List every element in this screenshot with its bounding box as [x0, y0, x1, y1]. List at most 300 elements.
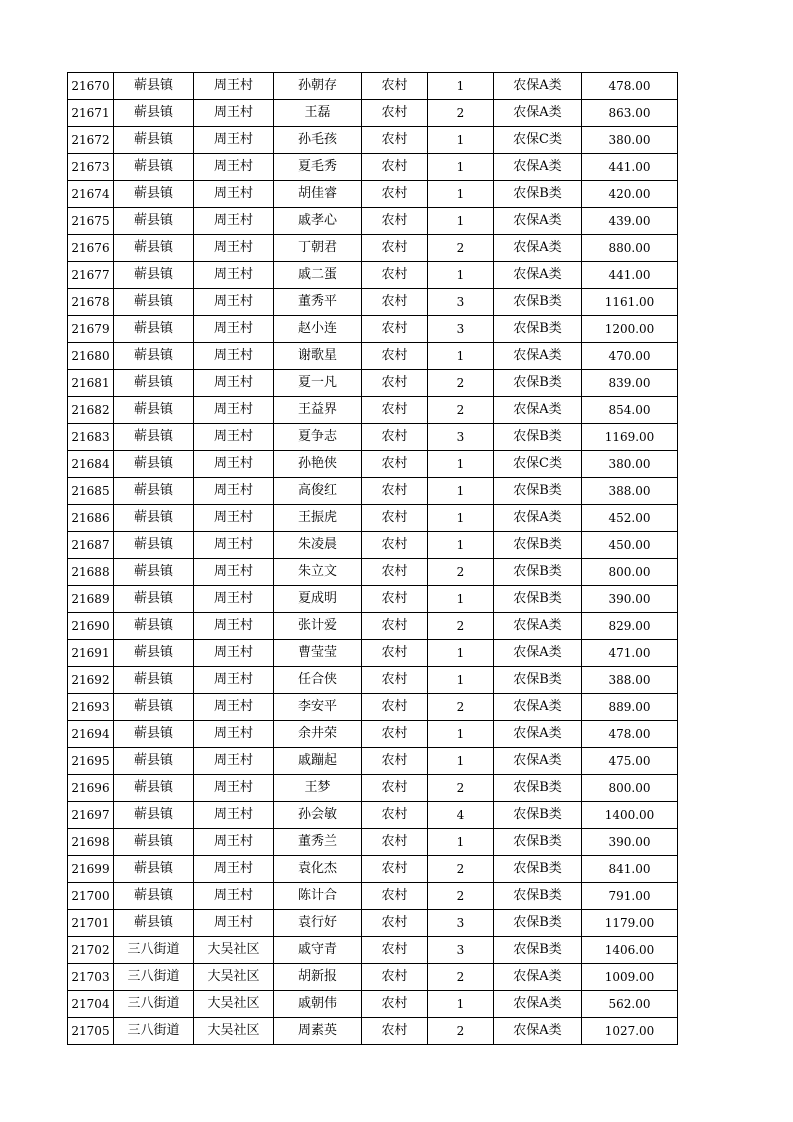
town-cell: 蕲县镇: [114, 451, 194, 478]
area-type-cell: 农村: [362, 964, 428, 991]
household-size-cell: 1: [428, 262, 494, 289]
village-cell: 大吴社区: [194, 991, 274, 1018]
town-cell: 蕲县镇: [114, 829, 194, 856]
village-cell: 大吴社区: [194, 964, 274, 991]
amount-cell: 380.00: [582, 127, 678, 154]
category-cell: 农保A类: [494, 964, 582, 991]
category-cell: 农保B类: [494, 586, 582, 613]
household-size-cell: 2: [428, 964, 494, 991]
record-id-cell: 21670: [68, 73, 114, 100]
village-cell: 周王村: [194, 640, 274, 667]
table-row: [68, 559, 678, 586]
amount-cell: 450.00: [582, 532, 678, 559]
category-cell: 农保A类: [494, 100, 582, 127]
town-cell: 蕲县镇: [114, 505, 194, 532]
name-cell: 袁化杰: [274, 856, 362, 883]
area-type-cell: 农村: [362, 73, 428, 100]
records-table-body: [68, 73, 678, 1045]
household-size-cell: 2: [428, 613, 494, 640]
record-id-cell: 21677: [68, 262, 114, 289]
area-type-cell: 农村: [362, 829, 428, 856]
area-type-cell: 农村: [362, 640, 428, 667]
area-type-cell: 农村: [362, 802, 428, 829]
area-type-cell: 农村: [362, 316, 428, 343]
name-cell: 朱立文: [274, 559, 362, 586]
record-id-cell: 21705: [68, 1018, 114, 1045]
household-size-cell: 3: [428, 937, 494, 964]
town-cell: 三八街道: [114, 964, 194, 991]
household-size-cell: 1: [428, 181, 494, 208]
area-type-cell: 农村: [362, 856, 428, 883]
town-cell: 蕲县镇: [114, 424, 194, 451]
record-id-cell: 21698: [68, 829, 114, 856]
household-size-cell: 3: [428, 289, 494, 316]
area-type-cell: 农村: [362, 748, 428, 775]
table-row: [68, 613, 678, 640]
household-size-cell: 1: [428, 667, 494, 694]
table-row: [68, 640, 678, 667]
area-type-cell: 农村: [362, 100, 428, 127]
amount-cell: 1161.00: [582, 289, 678, 316]
village-cell: 周王村: [194, 586, 274, 613]
household-size-cell: 2: [428, 559, 494, 586]
area-type-cell: 农村: [362, 532, 428, 559]
household-size-cell: 1: [428, 532, 494, 559]
town-cell: 蕲县镇: [114, 802, 194, 829]
household-size-cell: 2: [428, 694, 494, 721]
record-id-cell: 21700: [68, 883, 114, 910]
record-id-cell: 21685: [68, 478, 114, 505]
village-cell: 周王村: [194, 532, 274, 559]
area-type-cell: 农村: [362, 397, 428, 424]
name-cell: 袁行好: [274, 910, 362, 937]
town-cell: 蕲县镇: [114, 478, 194, 505]
amount-cell: 889.00: [582, 694, 678, 721]
town-cell: 蕲县镇: [114, 235, 194, 262]
name-cell: 夏毛秀: [274, 154, 362, 181]
town-cell: 蕲县镇: [114, 154, 194, 181]
table-row: [68, 424, 678, 451]
name-cell: 戚蹦起: [274, 748, 362, 775]
name-cell: 夏成明: [274, 586, 362, 613]
amount-cell: 471.00: [582, 640, 678, 667]
category-cell: 农保A类: [494, 343, 582, 370]
record-id-cell: 21695: [68, 748, 114, 775]
area-type-cell: 农村: [362, 694, 428, 721]
name-cell: 周素英: [274, 1018, 362, 1045]
household-size-cell: 1: [428, 829, 494, 856]
town-cell: 蕲县镇: [114, 127, 194, 154]
amount-cell: 863.00: [582, 100, 678, 127]
name-cell: 李安平: [274, 694, 362, 721]
village-cell: 周王村: [194, 667, 274, 694]
village-cell: 周王村: [194, 910, 274, 937]
record-id-cell: 21686: [68, 505, 114, 532]
town-cell: 蕲县镇: [114, 559, 194, 586]
table-row: [68, 208, 678, 235]
area-type-cell: 农村: [362, 721, 428, 748]
record-id-cell: 21689: [68, 586, 114, 613]
town-cell: 蕲县镇: [114, 316, 194, 343]
name-cell: 朱凌晨: [274, 532, 362, 559]
town-cell: 蕲县镇: [114, 721, 194, 748]
household-size-cell: 2: [428, 856, 494, 883]
table-row: [68, 181, 678, 208]
category-cell: 农保B类: [494, 856, 582, 883]
table-row: [68, 370, 678, 397]
category-cell: 农保B类: [494, 181, 582, 208]
name-cell: 丁朝君: [274, 235, 362, 262]
name-cell: 谢歌星: [274, 343, 362, 370]
record-id-cell: 21676: [68, 235, 114, 262]
household-size-cell: 1: [428, 586, 494, 613]
category-cell: 农保B类: [494, 370, 582, 397]
category-cell: 农保A类: [494, 991, 582, 1018]
record-id-cell: 21671: [68, 100, 114, 127]
category-cell: 农保A类: [494, 73, 582, 100]
town-cell: 蕲县镇: [114, 343, 194, 370]
name-cell: 王振虎: [274, 505, 362, 532]
household-size-cell: 2: [428, 775, 494, 802]
town-cell: 三八街道: [114, 1018, 194, 1045]
household-size-cell: 1: [428, 478, 494, 505]
town-cell: 蕲县镇: [114, 397, 194, 424]
amount-cell: 1200.00: [582, 316, 678, 343]
town-cell: 蕲县镇: [114, 262, 194, 289]
village-cell: 周王村: [194, 397, 274, 424]
village-cell: 周王村: [194, 775, 274, 802]
table-row: [68, 289, 678, 316]
household-size-cell: 1: [428, 73, 494, 100]
amount-cell: 854.00: [582, 397, 678, 424]
village-cell: 周王村: [194, 262, 274, 289]
category-cell: 农保B类: [494, 775, 582, 802]
area-type-cell: 农村: [362, 1018, 428, 1045]
record-id-cell: 21691: [68, 640, 114, 667]
amount-cell: 475.00: [582, 748, 678, 775]
name-cell: 孙朝存: [274, 73, 362, 100]
category-cell: 农保B类: [494, 667, 582, 694]
area-type-cell: 农村: [362, 208, 428, 235]
name-cell: 任合侠: [274, 667, 362, 694]
record-id-cell: 21703: [68, 964, 114, 991]
name-cell: 胡新报: [274, 964, 362, 991]
area-type-cell: 农村: [362, 937, 428, 964]
name-cell: 戚二蛋: [274, 262, 362, 289]
amount-cell: 791.00: [582, 883, 678, 910]
category-cell: 农保A类: [494, 208, 582, 235]
household-size-cell: 2: [428, 1018, 494, 1045]
category-cell: 农保C类: [494, 451, 582, 478]
name-cell: 赵小连: [274, 316, 362, 343]
town-cell: 蕲县镇: [114, 73, 194, 100]
record-id-cell: 21679: [68, 316, 114, 343]
category-cell: 农保B类: [494, 289, 582, 316]
village-cell: 周王村: [194, 559, 274, 586]
amount-cell: 452.00: [582, 505, 678, 532]
amount-cell: 562.00: [582, 991, 678, 1018]
table-row: [68, 694, 678, 721]
table-row: [68, 532, 678, 559]
town-cell: 蕲县镇: [114, 289, 194, 316]
table-row: [68, 667, 678, 694]
amount-cell: 390.00: [582, 586, 678, 613]
village-cell: 周王村: [194, 370, 274, 397]
area-type-cell: 农村: [362, 127, 428, 154]
amount-cell: 420.00: [582, 181, 678, 208]
area-type-cell: 农村: [362, 910, 428, 937]
household-size-cell: 1: [428, 451, 494, 478]
record-id-cell: 21693: [68, 694, 114, 721]
record-id-cell: 21704: [68, 991, 114, 1018]
record-id-cell: 21692: [68, 667, 114, 694]
village-cell: 周王村: [194, 343, 274, 370]
household-size-cell: 3: [428, 316, 494, 343]
town-cell: 蕲县镇: [114, 910, 194, 937]
area-type-cell: 农村: [362, 154, 428, 181]
amount-cell: 439.00: [582, 208, 678, 235]
record-id-cell: 21690: [68, 613, 114, 640]
records-table: [67, 72, 678, 1045]
name-cell: 夏一凡: [274, 370, 362, 397]
amount-cell: 380.00: [582, 451, 678, 478]
name-cell: 曹莹莹: [274, 640, 362, 667]
household-size-cell: 3: [428, 910, 494, 937]
name-cell: 戚守青: [274, 937, 362, 964]
table-row: [68, 100, 678, 127]
household-size-cell: 1: [428, 505, 494, 532]
village-cell: 周王村: [194, 289, 274, 316]
household-size-cell: 1: [428, 127, 494, 154]
village-cell: 周王村: [194, 181, 274, 208]
area-type-cell: 农村: [362, 613, 428, 640]
category-cell: 农保A类: [494, 235, 582, 262]
name-cell: 余井荣: [274, 721, 362, 748]
category-cell: 农保A类: [494, 748, 582, 775]
amount-cell: 800.00: [582, 775, 678, 802]
amount-cell: 841.00: [582, 856, 678, 883]
household-size-cell: 1: [428, 991, 494, 1018]
record-id-cell: 21673: [68, 154, 114, 181]
table-row: [68, 505, 678, 532]
table-row: [68, 991, 678, 1018]
record-id-cell: 21684: [68, 451, 114, 478]
amount-cell: 800.00: [582, 559, 678, 586]
name-cell: 戚朝伟: [274, 991, 362, 1018]
name-cell: 戚孝心: [274, 208, 362, 235]
town-cell: 三八街道: [114, 937, 194, 964]
village-cell: 周王村: [194, 127, 274, 154]
record-id-cell: 21672: [68, 127, 114, 154]
town-cell: 蕲县镇: [114, 532, 194, 559]
village-cell: 周王村: [194, 316, 274, 343]
household-size-cell: 4: [428, 802, 494, 829]
table-row: [68, 1018, 678, 1045]
name-cell: 胡佳睿: [274, 181, 362, 208]
table-row: [68, 883, 678, 910]
record-id-cell: 21681: [68, 370, 114, 397]
town-cell: 蕲县镇: [114, 694, 194, 721]
area-type-cell: 农村: [362, 424, 428, 451]
village-cell: 周王村: [194, 613, 274, 640]
category-cell: 农保B类: [494, 532, 582, 559]
village-cell: 周王村: [194, 748, 274, 775]
name-cell: 董秀平: [274, 289, 362, 316]
name-cell: 王梦: [274, 775, 362, 802]
area-type-cell: 农村: [362, 262, 428, 289]
village-cell: 周王村: [194, 721, 274, 748]
category-cell: 农保B类: [494, 910, 582, 937]
table-row: [68, 478, 678, 505]
table-row: [68, 262, 678, 289]
record-id-cell: 21675: [68, 208, 114, 235]
household-size-cell: 1: [428, 640, 494, 667]
area-type-cell: 农村: [362, 289, 428, 316]
household-size-cell: 2: [428, 100, 494, 127]
table-row: [68, 397, 678, 424]
table-row: [68, 451, 678, 478]
area-type-cell: 农村: [362, 991, 428, 1018]
household-size-cell: 3: [428, 424, 494, 451]
amount-cell: 470.00: [582, 343, 678, 370]
amount-cell: 1179.00: [582, 910, 678, 937]
record-id-cell: 21701: [68, 910, 114, 937]
household-size-cell: 2: [428, 370, 494, 397]
table-row: [68, 910, 678, 937]
village-cell: 周王村: [194, 154, 274, 181]
category-cell: 农保B类: [494, 316, 582, 343]
amount-cell: 839.00: [582, 370, 678, 397]
area-type-cell: 农村: [362, 478, 428, 505]
record-id-cell: 21674: [68, 181, 114, 208]
record-id-cell: 21688: [68, 559, 114, 586]
category-cell: 农保A类: [494, 262, 582, 289]
village-cell: 周王村: [194, 505, 274, 532]
record-id-cell: 21694: [68, 721, 114, 748]
name-cell: 张计爱: [274, 613, 362, 640]
record-id-cell: 21683: [68, 424, 114, 451]
household-size-cell: 1: [428, 748, 494, 775]
area-type-cell: 农村: [362, 505, 428, 532]
name-cell: 陈计合: [274, 883, 362, 910]
table-row: [68, 154, 678, 181]
area-type-cell: 农村: [362, 667, 428, 694]
town-cell: 蕲县镇: [114, 181, 194, 208]
town-cell: 蕲县镇: [114, 208, 194, 235]
village-cell: 周王村: [194, 883, 274, 910]
household-size-cell: 2: [428, 883, 494, 910]
category-cell: 农保B类: [494, 883, 582, 910]
record-id-cell: 21702: [68, 937, 114, 964]
village-cell: 周王村: [194, 856, 274, 883]
table-row: [68, 856, 678, 883]
village-cell: 周王村: [194, 100, 274, 127]
record-id-cell: 21682: [68, 397, 114, 424]
category-cell: 农保B类: [494, 559, 582, 586]
table-row: [68, 343, 678, 370]
village-cell: 周王村: [194, 694, 274, 721]
amount-cell: 478.00: [582, 721, 678, 748]
town-cell: 蕲县镇: [114, 748, 194, 775]
area-type-cell: 农村: [362, 775, 428, 802]
amount-cell: 1169.00: [582, 424, 678, 451]
town-cell: 蕲县镇: [114, 586, 194, 613]
category-cell: 农保A类: [494, 694, 582, 721]
area-type-cell: 农村: [362, 586, 428, 613]
table-row: [68, 964, 678, 991]
amount-cell: 1406.00: [582, 937, 678, 964]
town-cell: 蕲县镇: [114, 100, 194, 127]
category-cell: 农保B类: [494, 424, 582, 451]
village-cell: 周王村: [194, 802, 274, 829]
table-row: [68, 748, 678, 775]
category-cell: 农保A类: [494, 721, 582, 748]
name-cell: 孙会敏: [274, 802, 362, 829]
record-id-cell: 21687: [68, 532, 114, 559]
household-size-cell: 1: [428, 343, 494, 370]
category-cell: 农保A类: [494, 640, 582, 667]
name-cell: 王益界: [274, 397, 362, 424]
village-cell: 大吴社区: [194, 1018, 274, 1045]
household-size-cell: 2: [428, 235, 494, 262]
amount-cell: 478.00: [582, 73, 678, 100]
category-cell: 农保A类: [494, 397, 582, 424]
household-size-cell: 1: [428, 721, 494, 748]
town-cell: 蕲县镇: [114, 775, 194, 802]
table-row: [68, 775, 678, 802]
household-size-cell: 2: [428, 397, 494, 424]
village-cell: 周王村: [194, 235, 274, 262]
record-id-cell: 21678: [68, 289, 114, 316]
town-cell: 蕲县镇: [114, 640, 194, 667]
village-cell: 大吴社区: [194, 937, 274, 964]
village-cell: 周王村: [194, 829, 274, 856]
amount-cell: 390.00: [582, 829, 678, 856]
table-row: [68, 802, 678, 829]
town-cell: 三八街道: [114, 991, 194, 1018]
town-cell: 蕲县镇: [114, 667, 194, 694]
table-row: [68, 235, 678, 262]
name-cell: 夏争志: [274, 424, 362, 451]
record-id-cell: 21697: [68, 802, 114, 829]
amount-cell: 880.00: [582, 235, 678, 262]
village-cell: 周王村: [194, 208, 274, 235]
record-id-cell: 21696: [68, 775, 114, 802]
category-cell: 农保C类: [494, 127, 582, 154]
area-type-cell: 农村: [362, 343, 428, 370]
category-cell: 农保A类: [494, 154, 582, 181]
household-size-cell: 1: [428, 154, 494, 181]
amount-cell: 1027.00: [582, 1018, 678, 1045]
table-row: [68, 73, 678, 100]
amount-cell: 829.00: [582, 613, 678, 640]
category-cell: 农保A类: [494, 613, 582, 640]
name-cell: 孙毛孩: [274, 127, 362, 154]
table-row: [68, 721, 678, 748]
name-cell: 孙艳侠: [274, 451, 362, 478]
table-row: [68, 829, 678, 856]
area-type-cell: 农村: [362, 559, 428, 586]
record-id-cell: 21680: [68, 343, 114, 370]
village-cell: 周王村: [194, 73, 274, 100]
amount-cell: 441.00: [582, 262, 678, 289]
village-cell: 周王村: [194, 478, 274, 505]
category-cell: 农保B类: [494, 802, 582, 829]
household-size-cell: 1: [428, 208, 494, 235]
record-id-cell: 21699: [68, 856, 114, 883]
name-cell: 董秀兰: [274, 829, 362, 856]
category-cell: 农保B类: [494, 478, 582, 505]
